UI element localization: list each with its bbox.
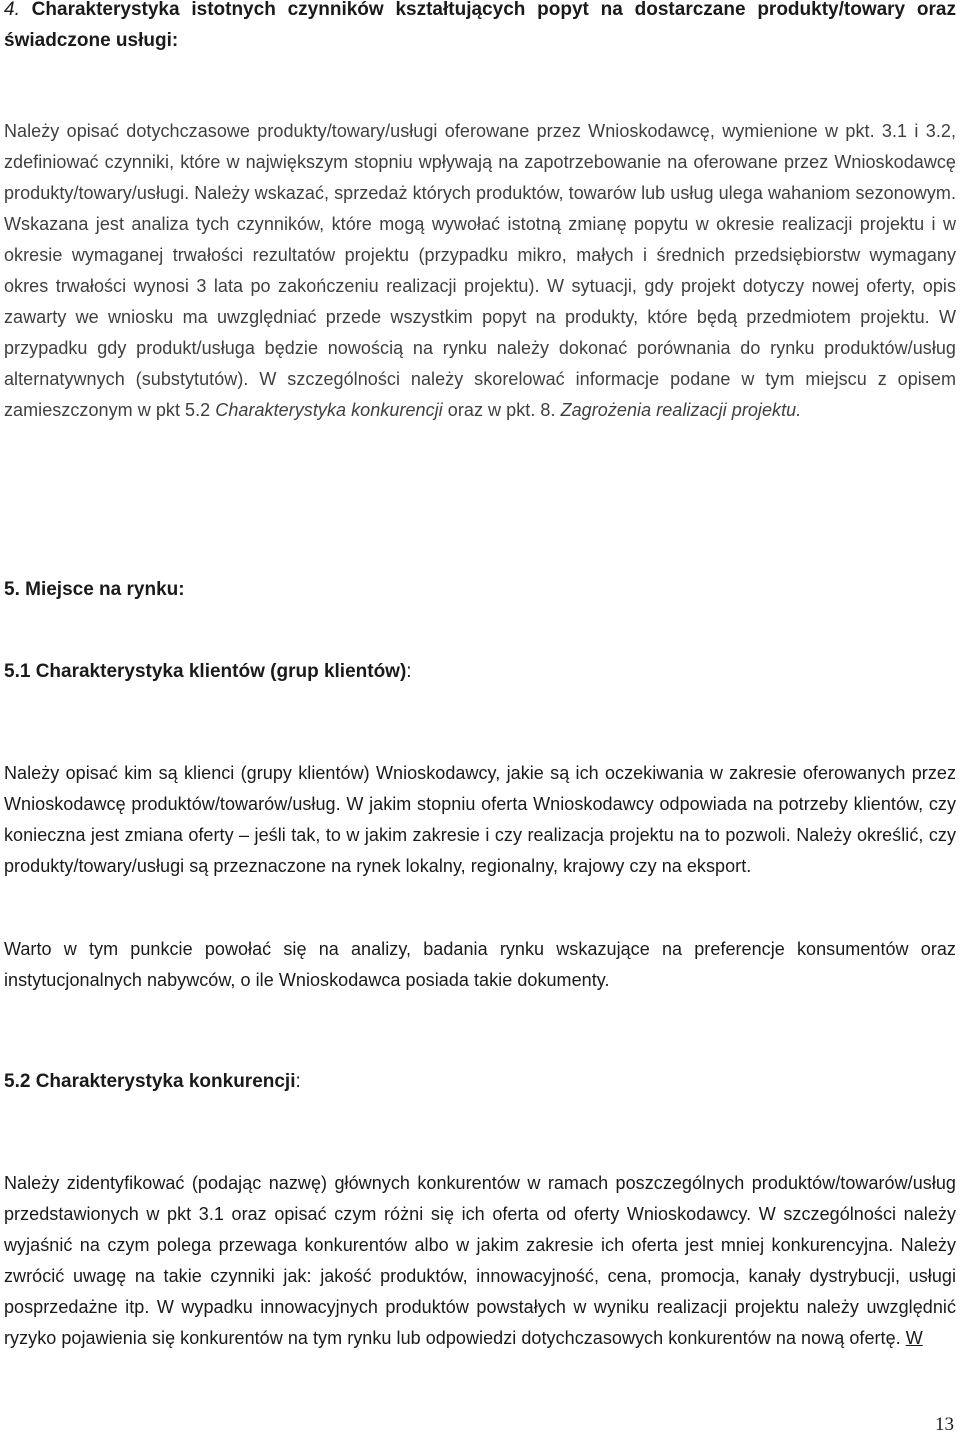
section-4-number: 4. — [4, 0, 20, 20]
section-5-1-title: 5.1 Charakterystyka klientów (grup klientów) — [4, 661, 407, 682]
section-4-paragraph — [4, 116, 956, 426]
section-5-1-colon: : — [406, 661, 412, 682]
section-5-2-heading — [4, 1066, 956, 1097]
section-4-intro: Należy opisać dotychczasowe produkty/towary/usługi oferowane przez Wnioskodawcę, wymienione w pkt. 3.1 i 3.2, zdefiniować czynniki, które w największym stopniu wpływają na zapotrzebowanie na oferowane przez Wnioskodawcę produkty/towary/usługi. Należy wskazać, sprzedaż których produktów, towarów lub usług ulega wahaniom sezonowym. — [4, 121, 956, 203]
section-5-2-tail: W — [905, 1328, 923, 1348]
section-5-1-paragraph-2: Warto w tym punkcie powołać się na analizy, badania rynku wskazujące na preferencje konsumentów oraz instytucjonalnych nabywców, o ile Wnioskodawca posiada takie dokumenty. — [4, 939, 956, 990]
section-5-2-text: Należy zidentyfikować (podając nazwę) głównych konkurentów w ramach poszczególnych produktów/towarów/usług przedstawionych w pkt 3.1 oraz opisać czym różni się ich oferta od oferty Wnioskodawcy. W szczególności należy wyjaśnić na czym polega przewaga konkurentów albo w jakim zakresie ich oferta jest mniej konkurencyjna. Należy zwrócić uwagę na takie czynniki jak: jakość produktów, innowacyjność, cena, promocja, kanały dystrybucji, usługi posprzedażne itp. W wypadku innowacyjnych produktów powstałych w wyniku realizacji projektu należy uwzględnić ryzyko pojawienia się konkurentów na tym rynku lub odpowiedzi dotychczasowych konkurentów na nową ofertę. — [4, 1173, 956, 1348]
section-4-mid: oraz w pkt. 8. — [442, 400, 561, 420]
section-5-2-colon: : — [295, 1071, 301, 1092]
reference-competition: Charakterystyka konkurencji — [215, 400, 443, 420]
reference-threats: Zagrożenia realizacji projektu. — [560, 400, 802, 420]
section-5-heading: 5. Miejsce na rynku: — [4, 579, 185, 600]
section-4-heading — [4, 0, 956, 56]
section-5-1-heading — [4, 656, 956, 687]
section-4-body: Wskazana jest analiza tych czynników, które mogą wywołać istotną zmianę popytu w okresie realizacji projektu i w okresie wymaganej trwałości rezultatów projektu (przypadku mikro, małych i średnich przedsiębiorstw wymagany okres trwałości wynosi 3 lata po zakończeniu realizacji projektu). W sytuacji, gdy projekt dotyczy nowej oferty, opis zawarty we wniosku ma uwzględniać przede wszystkim popyt na produkty, które będą przedmiotem projektu. W przypadku gdy produkt/usługa będzie nowością na rynku należy dokonać porównania do rynku produktów/usług alternatywnych (substytutów). W szczególności należy skorelować informacje podane w tym miejscu z opisem zamieszczonym w pkt 5.2 — [4, 214, 956, 420]
section-4-title: Charakterystyka istotnych czynników kształtujących popyt na dostarczane produkty/towary oraz świadczone usługi: — [4, 0, 956, 51]
section-5-2-paragraph — [4, 1168, 956, 1354]
section-5-1-paragraph: Należy opisać kim są klienci (grupy klientów) Wnioskodawcy, jakie są ich oczekiwania w zakresie oferowanych przez Wnioskodawcę produktów/towarów/usług. W jakim stopniu oferta Wnioskodawcy odpowiada na potrzeby klientów, czy konieczna jest zmiana oferty – jeśli tak, to w jakim zakresie i czy realizacja projektu na to pozwoli. Należy określić, czy produkty/towary/usługi są przeznaczone na rynek lokalny, regionalny, krajowy czy na eksport. — [4, 763, 956, 876]
section-5-2-title: 5.2 Charakterystyka konkurencji — [4, 1071, 296, 1092]
page-number: 13 — [935, 1414, 954, 1435]
